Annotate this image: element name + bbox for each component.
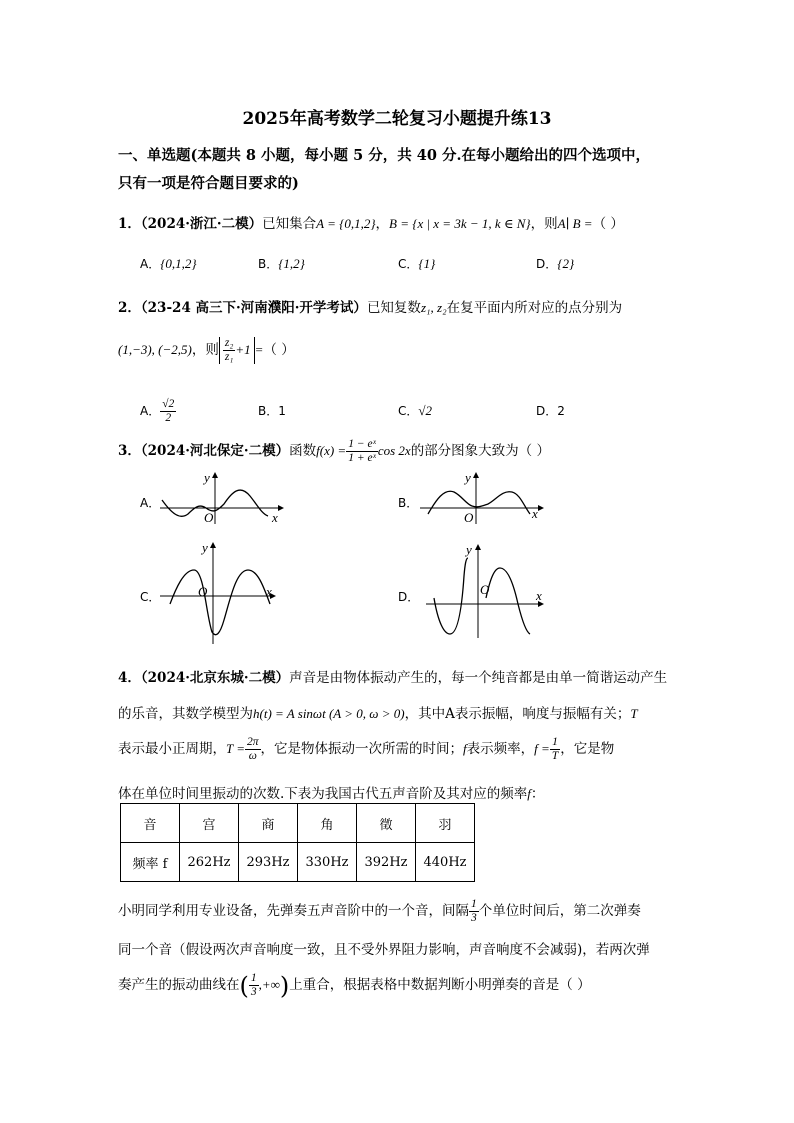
y-label: y (465, 470, 471, 485)
q2-text-b: 在复平面内所对应的点分别为 (446, 300, 623, 316)
curve-right (486, 568, 530, 634)
x-label: x (266, 584, 272, 599)
table-header-cell: 羽 (416, 804, 475, 843)
q4-line3-a: 表示最小正周期， (118, 741, 226, 757)
x-label: x (536, 588, 542, 603)
q3-graph-b[interactable] (418, 470, 548, 526)
table-cell: 293Hz (239, 843, 298, 882)
q4-t-den: ω (248, 750, 257, 762)
q3-option-b-label[interactable]: B． (398, 496, 419, 510)
q3-graph-c[interactable] (158, 534, 280, 646)
origin-label: O (480, 582, 490, 597)
q4-t-fraction (245, 736, 261, 763)
option-label: D． (536, 257, 558, 271)
q4-gap-fraction (469, 898, 479, 925)
table-header-cell: 商 (239, 804, 298, 843)
q4-line4 (118, 782, 544, 802)
curve-left (434, 558, 468, 634)
q3-frac-den: 1 + eˣ (348, 452, 376, 464)
q4-line4-colon: ： (530, 786, 545, 802)
q1-separator: ， (375, 216, 390, 232)
curve (170, 570, 270, 635)
q2-eq: = (254, 342, 264, 357)
q1-number: 1． (118, 216, 141, 232)
q3-graph-d[interactable] (424, 536, 548, 640)
table-row (121, 843, 475, 882)
q4-source: （2024·北京东城·二模） (140, 670, 290, 686)
origin-label: O (204, 510, 214, 525)
origin-label: O (464, 510, 474, 525)
y-axis-arrow (210, 542, 216, 548)
table-cell: 262Hz (180, 843, 239, 882)
q4-t-num: 2π (247, 736, 259, 748)
q4-interval-fraction (249, 972, 259, 999)
option-label: A． (140, 257, 161, 271)
q2-text-a: 已知复数 (366, 300, 421, 316)
q2-frac-num: z₂ (224, 337, 234, 349)
q2-line2 (118, 337, 295, 364)
q2-plus-one: +1 (235, 342, 251, 357)
page-title: 2025年高考数学二轮复习小题提升练13 (242, 109, 552, 129)
q2-option-d[interactable] (536, 402, 565, 419)
table-row-label: 频率 f (121, 843, 180, 882)
q4-left-paren: ( (239, 971, 249, 1000)
q2-points: (1,−3), (−2,5) (118, 342, 192, 357)
q4-line3-b: ，它是物体振动一次所需的时间； (260, 741, 464, 757)
q4-line7 (118, 972, 591, 999)
q4-line5-b: 个单位时间后，第二次弹奏 (478, 903, 641, 919)
q2-blank: （ ） (263, 342, 295, 358)
q3-fraction (346, 438, 378, 465)
q3-option-a-label[interactable]: A． (140, 496, 161, 510)
frequency-table (120, 803, 475, 882)
q3-number: 3． (118, 443, 141, 459)
q2-option-a[interactable] (140, 398, 176, 425)
q4-line5 (118, 898, 641, 925)
q1-set-b: B = {x | x = 3k − 1, k ∈ N} (389, 216, 531, 231)
table-header-cell: 宫 (180, 804, 239, 843)
q4-model: h(t) = A sinωt (A > 0, ω > 0) (253, 706, 405, 721)
option-label: A． (140, 404, 161, 418)
q2-frac-den: z₁ (224, 351, 234, 363)
q4-gap-num: 1 (471, 898, 477, 910)
q4-line2-b: ，其中A表示振幅，响度与振幅有关； (404, 706, 631, 722)
q2-number: 2． (118, 300, 141, 316)
q4-t-symbol: T (630, 706, 638, 721)
section-heading-line1: 一、单选题(本题共 8 小题，每小题 5 分，共 40 分.在每小题给出的四个选项中， (118, 147, 651, 164)
q4-t-eq: T = (226, 741, 246, 756)
option-value: √2 (418, 403, 433, 418)
y-axis-arrow (212, 472, 218, 478)
q4-f-den: T (551, 750, 559, 762)
q3-text-b: 的部分图象大致为（ ） (410, 443, 550, 459)
option-value: {1,2} (278, 256, 305, 271)
table-cell: 330Hz (298, 843, 357, 882)
q1-option-b[interactable] (258, 255, 305, 272)
q4-line3-c: 表示频率， (466, 741, 535, 757)
q1-text-a: 已知集合 (262, 216, 317, 232)
option-label: C． (398, 404, 419, 418)
q3-option-d-label[interactable]: D． (398, 590, 420, 604)
question-2 (118, 296, 622, 316)
option-label: B． (258, 404, 279, 418)
option-frac-num: √2 (162, 398, 175, 410)
q4-line3 (118, 736, 614, 763)
option-value: {1} (418, 256, 436, 271)
q4-f-symbol: f (463, 741, 467, 756)
q3-fx: f(x) = (316, 443, 347, 458)
q1-expr: A∣ B = (557, 216, 593, 231)
q1-text-b: ，则 (530, 216, 558, 232)
q3-frac-num: 1 − eˣ (348, 438, 376, 450)
table-cell: 440Hz (416, 843, 475, 882)
table-header-cell: 徵 (357, 804, 416, 843)
q4-line4-text: 体在单位时间里振动的次数.下表为我国古代五声音阶及其对应的频率 (118, 786, 528, 802)
q4-interval-den: 3 (250, 986, 257, 998)
q4-line6: 同一个音（假设两次声音响度一致，且不受外界阻力影响，声音响度不会减弱)，若两次弹 (118, 942, 650, 958)
option-label: C． (398, 257, 419, 271)
table-header-row (121, 804, 475, 843)
option-value: {2} (557, 256, 575, 271)
q4-line5-a: 小明同学利用专业设备，先弹奏五声音阶中的一个音，间隔 (118, 903, 469, 919)
y-axis-arrow (473, 472, 479, 478)
q4-f-num: 1 (550, 736, 560, 750)
y-label: y (466, 542, 472, 557)
q4-line1: 声音是由物体振动产生的，每一个纯音都是由单一简谐运动产生 (289, 670, 668, 686)
q2-option-c[interactable] (398, 402, 432, 419)
q4-f-eq: f = (534, 741, 550, 756)
question-4 (118, 666, 667, 686)
q4-gap-den: 3 (471, 912, 477, 924)
question-1 (118, 212, 624, 232)
q2-option-a-fraction (160, 398, 176, 425)
table-header-cell: 角 (298, 804, 357, 843)
q2-option-b[interactable] (258, 402, 286, 419)
q4-line2 (118, 702, 638, 722)
q1-source: （2024·浙江·二模） (140, 216, 263, 232)
y-axis-arrow (475, 544, 481, 550)
table-header-cell: 音 (121, 804, 180, 843)
x-label: x (272, 510, 278, 525)
x-axis-arrow (278, 505, 284, 511)
option-value: 1 (278, 404, 286, 418)
x-axis-arrow (538, 505, 544, 511)
q4-right-paren: ) (279, 971, 290, 1000)
question-3 (118, 438, 550, 465)
option-frac-den: 2 (165, 412, 172, 424)
q4-f-fraction (550, 736, 560, 763)
q2-source: （23-24 高三下·河南濮阳·开学考试） (140, 300, 367, 316)
q4-line7-a: 奏产生的振动曲线在 (118, 977, 240, 993)
option-value: 2 (557, 404, 565, 418)
q2-fraction (223, 337, 235, 364)
q2-vars: z₁, z₂ (420, 300, 447, 315)
q1-option-c[interactable] (398, 255, 435, 272)
q4-line2-a: 的乐音，其数学模型为 (118, 706, 253, 722)
q3-cos: cos 2x (377, 443, 411, 458)
y-label: y (202, 540, 208, 555)
table-cell: 392Hz (357, 843, 416, 882)
q4-f-symbol-2: f (527, 786, 531, 801)
q1-option-a[interactable] (140, 255, 197, 272)
q2-abs-expr (219, 337, 255, 364)
q1-blank: （ ） (592, 216, 624, 232)
q3-text-a: 函数 (289, 443, 317, 459)
origin-label: O (198, 584, 208, 599)
q1-option-d[interactable] (536, 255, 574, 272)
option-value: {0,1,2} (160, 256, 197, 271)
q3-source: （2024·河北保定·二模） (140, 443, 290, 459)
q3-option-c-label[interactable]: C． (140, 590, 161, 604)
q4-interval-tail: ,+∞ (258, 977, 280, 992)
q1-set-a: A = {0,1,2} (316, 216, 376, 231)
curve (428, 491, 530, 514)
x-label: x (532, 506, 538, 521)
section-heading-line2: 只有一项是符合题目要求的) (118, 175, 299, 192)
q4-interval-num: 1 (250, 972, 257, 984)
option-label: D． (536, 404, 558, 418)
q4-number: 4． (118, 670, 141, 686)
option-label: B． (258, 257, 279, 271)
q3-graph-a[interactable] (158, 470, 288, 526)
q2-text-c: ，则 (191, 342, 219, 358)
y-label: y (204, 470, 210, 485)
q4-line7-b: 上重合，根据表格中数据判断小明弹奏的音是（ ） (289, 977, 591, 993)
q4-line3-d: ，它是物 (560, 741, 615, 757)
